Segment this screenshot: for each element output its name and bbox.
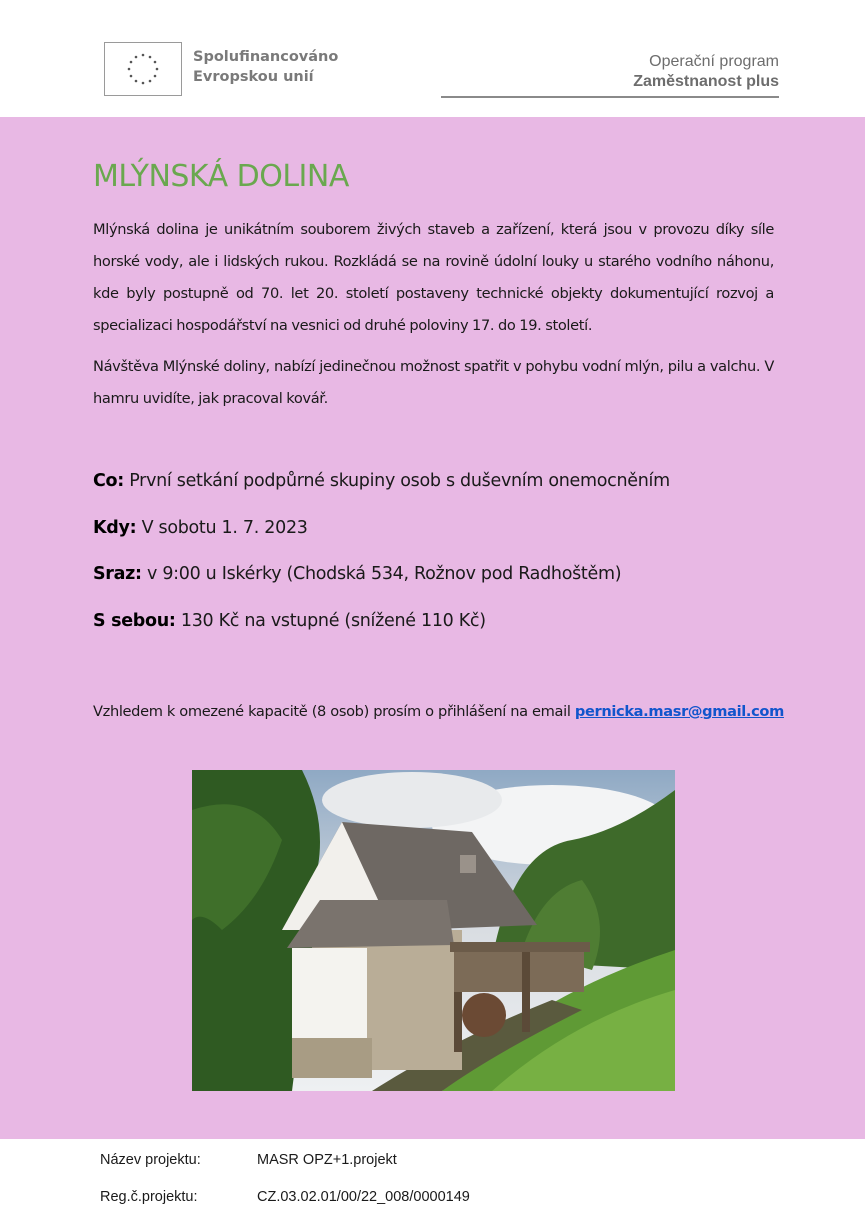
eu-flag-icon (104, 42, 182, 96)
info-value: V sobotu 1. 7. 2023 (141, 518, 308, 538)
page-header (0, 0, 865, 117)
contact-line (93, 703, 784, 720)
info-bring (93, 611, 486, 631)
footer-value: MASR OPZ+1.projekt (257, 1152, 397, 1168)
info-label: S sebou: (93, 611, 176, 631)
info-meeting (93, 564, 621, 584)
contact-text: Vzhledem k omezené kapacitě (8 osob) prosím o přihlášení na email (93, 703, 575, 720)
eu-logo-line2: Evropskou unií (193, 69, 314, 85)
water-mill-photo (192, 770, 675, 1091)
info-what (93, 471, 670, 491)
page-title: MLÝNSKÁ DOLINA (93, 159, 349, 194)
info-value: První setkání podpůrné skupiny osob s duševním onemocněním (129, 471, 670, 491)
footer-label: Název projektu: (100, 1152, 201, 1168)
footer-label: Reg.č.projektu: (100, 1189, 198, 1205)
content-area (0, 117, 865, 1139)
description-paragraph-1: Mlýnská dolina je unikátním souborem živých staveb a zařízení, která jsou v provozu díky síle horské vody, ale i lidských rukou. Rozkládá se na rovině údolní louky u starého vodního náhonu, kde byly postupně od 70. let 20. století postaveny technické objekty dokumentující rozvoj a specializaci hospodářství na vesnici od druhé poloviny 17. do 19. století. (93, 221, 774, 334)
email-link[interactable]: pernicka.masr@gmail.com (574, 703, 784, 720)
footer-project-name (100, 1152, 397, 1168)
eu-logo-line1: Spolufinancováno (193, 49, 339, 65)
info-value: v 9:00 u Iskérky (Chodská 534, Rožnov pod Radhoštěm) (147, 564, 622, 584)
info-label: Co: (93, 471, 124, 491)
footer-value: CZ.03.02.01/00/22_008/0000149 (257, 1189, 470, 1205)
info-label: Kdy: (93, 518, 137, 538)
info-label: Sraz: (93, 564, 142, 584)
program-divider (441, 96, 779, 98)
eu-cofinanced-logo (104, 42, 340, 96)
page-footer (0, 1139, 865, 1223)
eu-logo-text (193, 47, 338, 87)
program-line1: Operační program (649, 53, 779, 70)
info-when (93, 518, 308, 538)
description-paragraph-2: Návštěva Mlýnské doliny, nabízí jedinečnou možnost spatřit v pohybu vodní mlýn, pilu a valchu. V hamru uvidíte, jak pracoval kovář. (93, 358, 774, 407)
footer-registration-number (100, 1189, 470, 1205)
program-logo (633, 52, 779, 92)
info-value: 130 Kč na vstupné (snížené 110 Kč) (180, 611, 486, 631)
program-line2: Zaměstnanost plus (633, 73, 779, 90)
